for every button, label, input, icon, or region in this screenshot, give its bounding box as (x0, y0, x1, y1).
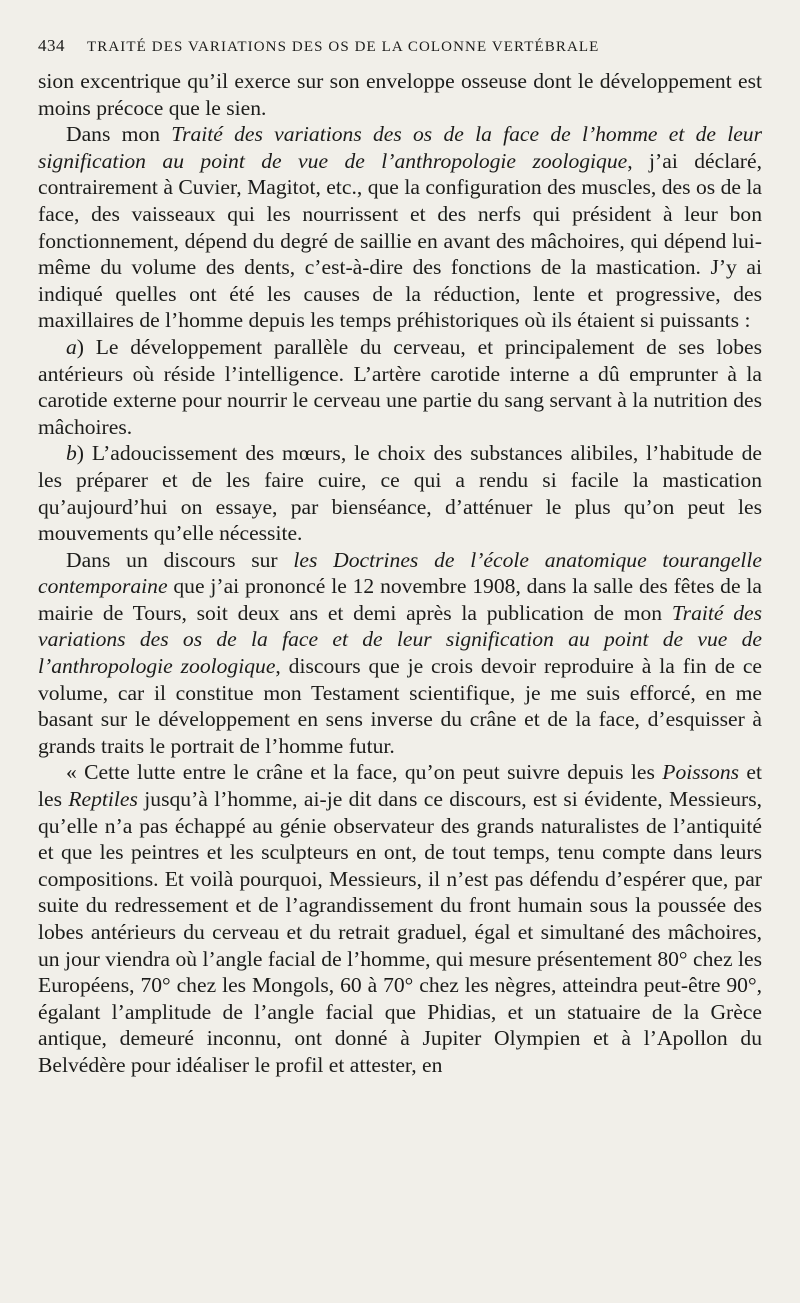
body-text (38, 68, 762, 1079)
paragraph-discours (38, 547, 762, 760)
list-item-b (38, 440, 762, 546)
list-marker: a (66, 334, 77, 359)
running-title: TRAITÉ DES VARIATIONS DES OS DE LA COLONNE VERTÉBRALE (87, 39, 600, 55)
discourse-title: les Doctrines de l’école anatomique tourangelle contemporaine (38, 547, 762, 599)
list-item-text: ) L’adoucissement des mœurs, le choix des substances alibiles, l’habitude de les préparer et de les faire cuire, ce qui a rendu si facile la mastication qu’aujourd’hui on essaye, par bienséance, d’atténuer le plus qu’on peut les mouvements qu’elle nécessite. (38, 441, 762, 546)
text-run: , discours que je crois devoir reproduire à la fin de ce volume, car il constitue mon Testament scientifique, je me suis efforcé, en me basant sur le développement en sens inverse du crâne et de la face, d’esquisser à grands traits le portrait de l’homme futur. (38, 654, 762, 758)
page-number: 434 (38, 36, 65, 55)
list-item-text: ) Le développement parallèle du cerveau, et principalement de ses lobes antérieurs où réside l’intelligence. L’artère carotide interne a dû emprunter à la carotide externe pour nourrir le cerveau une partie du sang servant à la nutrition des mâchoires. (38, 334, 762, 439)
taxon-name: Reptiles (68, 787, 138, 812)
list-marker: b (66, 441, 77, 466)
list-item-a (38, 334, 762, 440)
text-run: « Cette lutte entre le crâne et la face, qu’on peut suivre depuis les (66, 760, 663, 785)
text-run: , j’ai déclaré, contrairement à Cuvier, Magitot, etc., que la configuration des muscles, des os de la face, des vaisseaux qui les nourrissent et des nerfs qui président à leur bon fonctionnement, dépend du degré de saillie en avant des mâchoires, qui dépend lui-même du volume des dents, c’est-à-dire des fonctions de la mastication. J’y ai indiqué quelles ont été les causes de la réduction, lente et progressive, des maxillaires de l’homme depuis les temps préhistoriques où ils étaient si puissants : (38, 148, 762, 333)
running-header (38, 36, 762, 62)
paragraph-continuation: sion excentrique qu’il exerce sur son enveloppe osseuse dont le développement est moins précoce que le sien. (38, 69, 762, 120)
paragraph-traite (38, 121, 762, 334)
text-run: Dans mon (66, 122, 172, 147)
book-title: Traité des variations des os de la face et de leur signification au point de vue de l’anthropologie zoologique (38, 600, 762, 679)
text-run: et les (38, 760, 762, 812)
text-run: que j’ai prononcé le 12 novembre 1908, dans la salle des fêtes de la mairie de Tours, soit deux ans et demi après la publication de mon (38, 574, 762, 625)
text-run: Dans un discours sur (66, 547, 294, 572)
taxon-name: Poissons (662, 760, 740, 785)
book-title: Traité des variations des os de la face de l’homme et de leur signification au point de vue de l’anthropologie zoologique (38, 122, 762, 173)
text-run: jusqu’à l’homme, ai-je dit dans ce discours, est si évidente, Messieurs, qu’elle n’a pas échappé au génie observateur des grands naturalistes de l’antiquité et que les peintres et les sculpteurs en ont, de tout temps, tenu compte dans leurs compositions. Et voilà pourquoi, Messieurs, il n’est pas défendu d’espérer que, par suite du redressement et de l’agrandissement du front humain sous la poussée des lobes antérieurs du cerveau et du retrait graduel, égal et simultané des mâchoires, un jour viendra où l’angle facial de l’homme, qui mesure présentement 80° chez les Européens, 70° chez les Mongols, 60 à 70° chez les nègres, atteindra peut-être 90°, égalant l’amplitude de l’angle facial que Phidias, et un statuaire de la Grèce antique, demeuré inconnu, ont donné à Jupiter Olympien et à l’Apollon du Belvédère pour idéaliser le profil et attester, en (38, 787, 763, 1077)
paragraph-quotation (38, 759, 762, 1078)
